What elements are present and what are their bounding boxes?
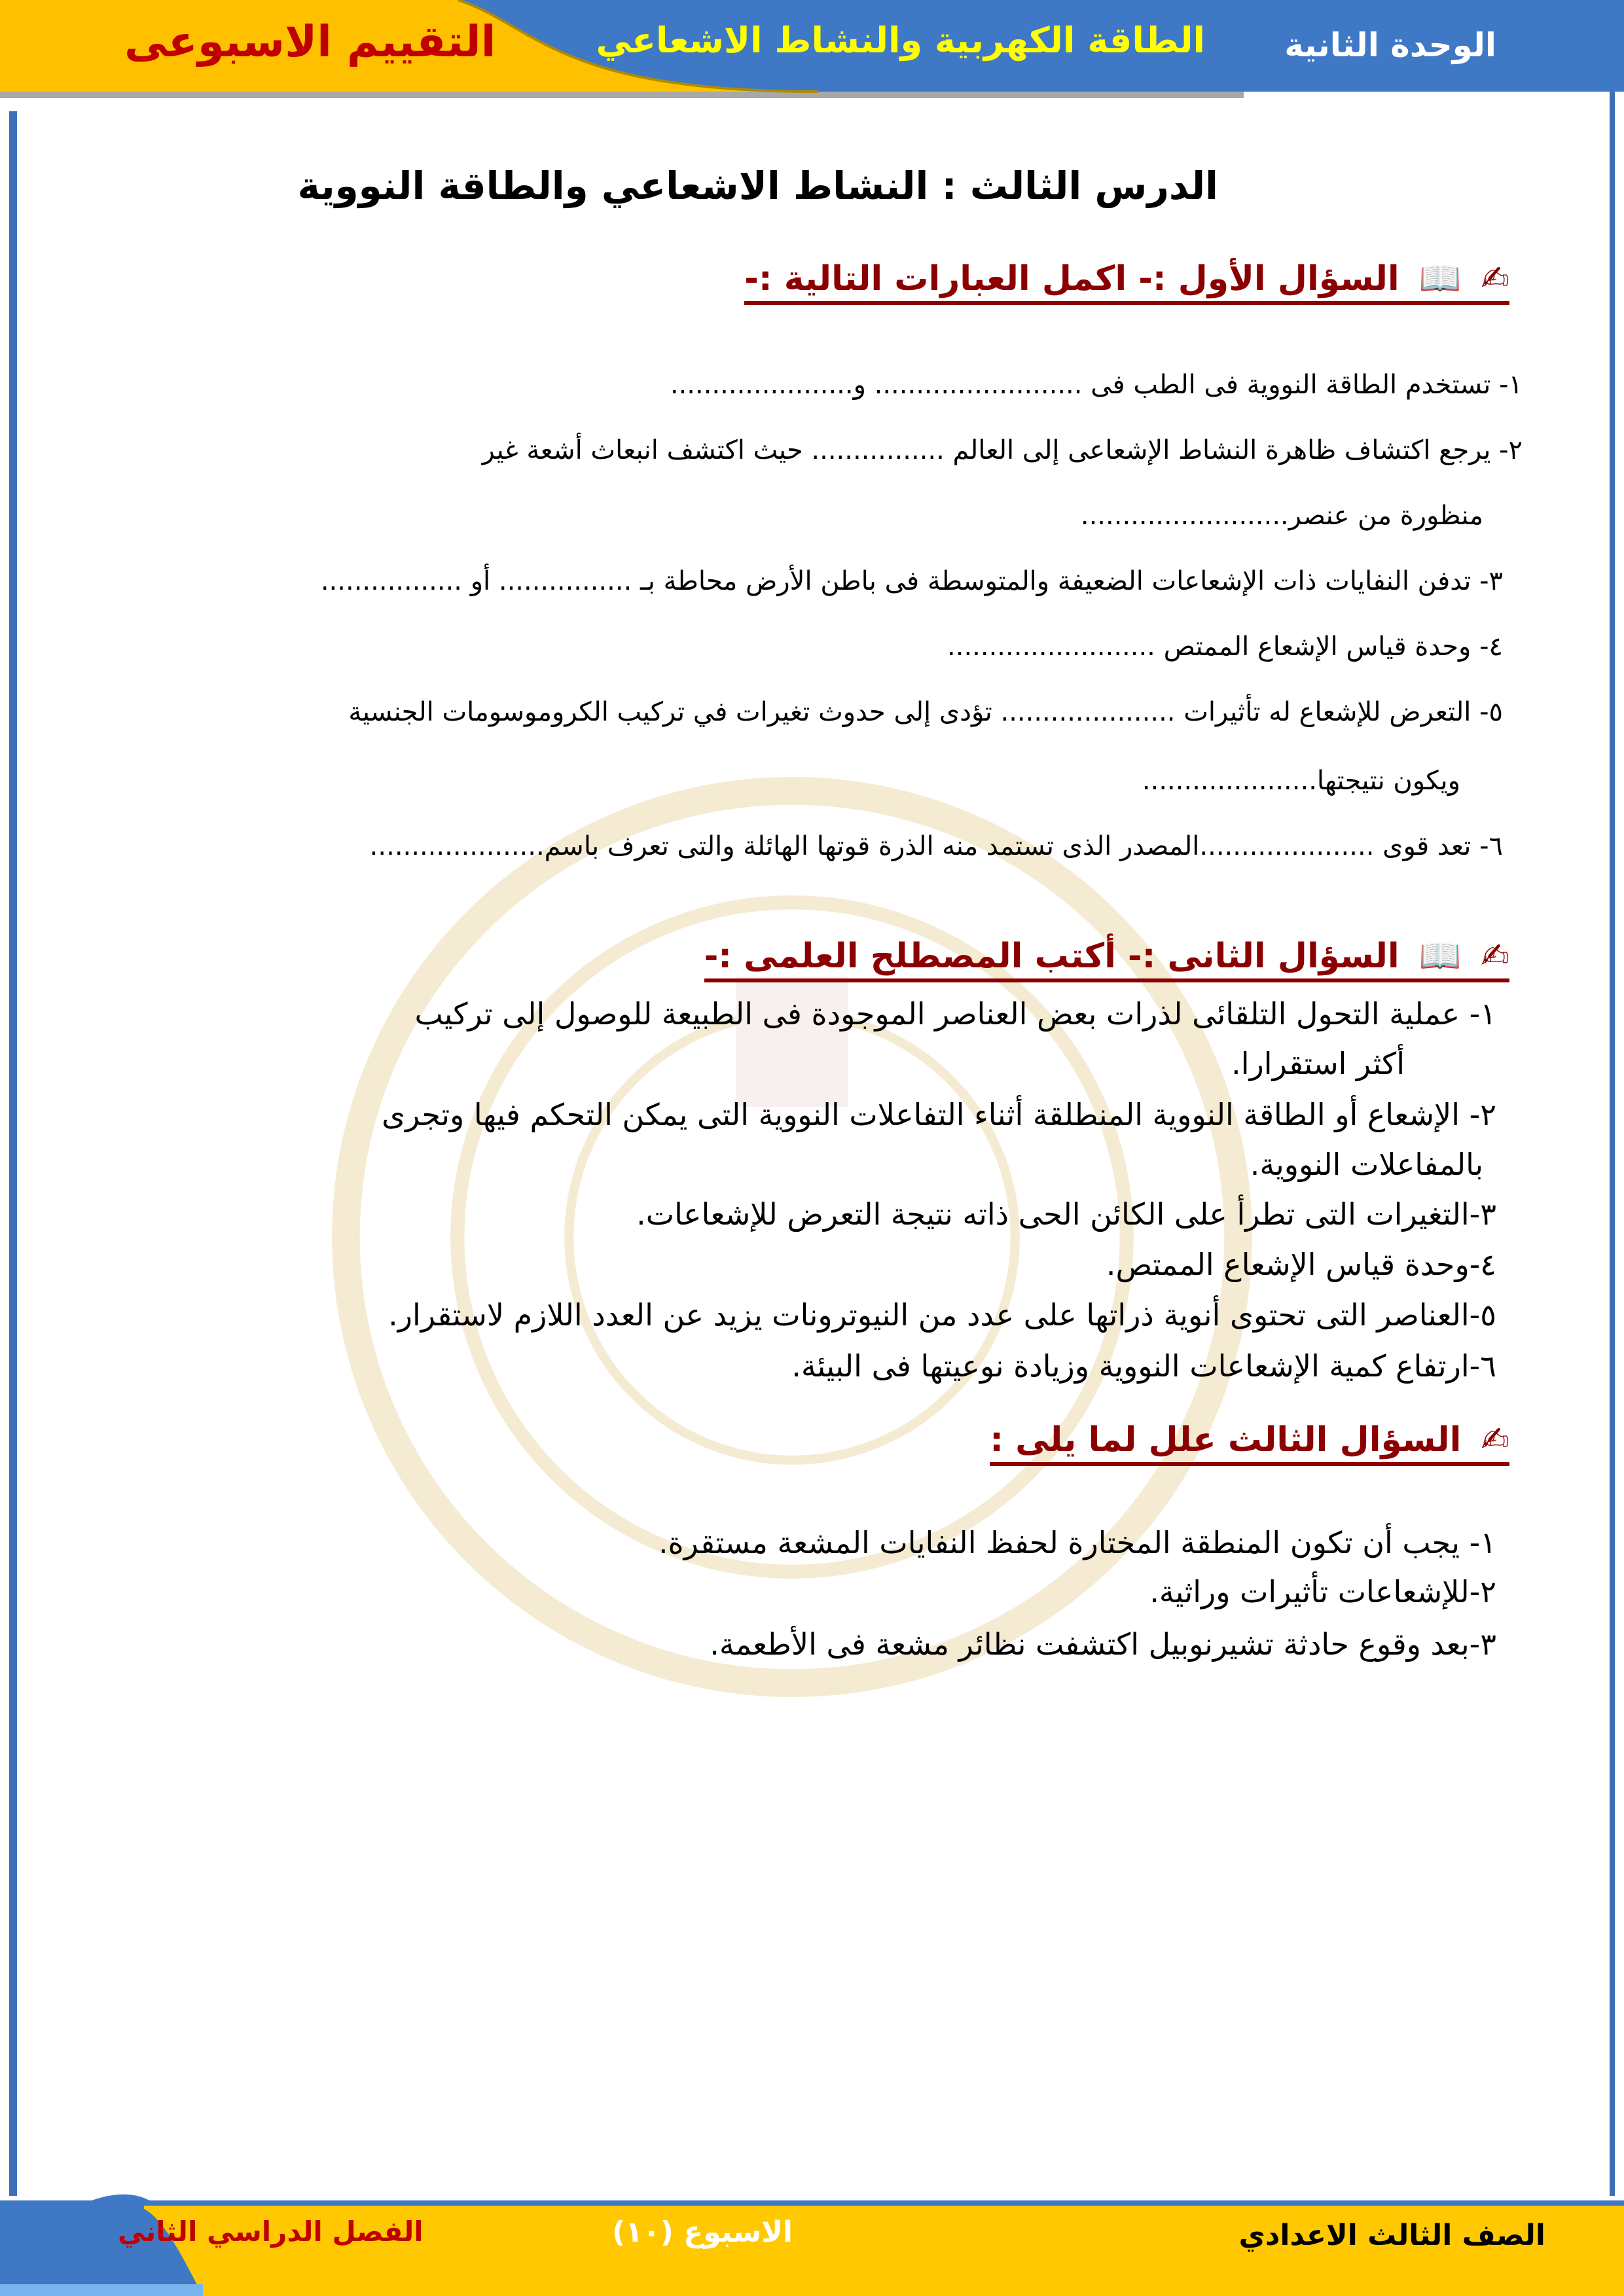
term-label: الفصل الدراسي الثاني xyxy=(118,2215,424,2248)
question2-item: أكثر استقرارا. xyxy=(1231,1046,1405,1081)
pencil-icon: ✍ xyxy=(1481,1420,1509,1460)
question1-item: ويكون نتيجتها..................... xyxy=(1142,766,1460,796)
book-icon: 📖 xyxy=(1418,259,1462,298)
question3-heading-text: السؤال الثالث علل لما يلى : xyxy=(990,1420,1462,1460)
pencil-icon: ✍ xyxy=(1481,936,1509,976)
question1-item: ٢- يرجع اكتشاف ظاهرة النشاط الإشعاعى إلى العالم ................ حيث اكتشف انبعاث أشعة غير xyxy=(482,435,1523,465)
book-icon: 📖 xyxy=(1418,937,1462,976)
question3-heading xyxy=(990,1420,1509,1466)
week-label: الاسبوع (١٠) xyxy=(612,2215,793,2249)
question2-item: ٦-ارتفاع كمية الإشعاعات النووية وزيادة نوعيتها فى البيئة. xyxy=(791,1348,1496,1384)
question1-item: ٥- التعرض للإشعاع له تأثيرات ..................... تؤدى إلى حدوث تغيرات في تركيب الكروموسومات الجنسية xyxy=(348,697,1503,727)
question1-item: ٣- تدفن النفايات ذات الإشعاعات الضعيفة والمتوسطة فى باطن الأرض محاطة بـ ................ أو ................. xyxy=(320,566,1503,596)
question3-item: ١- يجب أن تكون المنطقة المختارة لحفظ النفايات المشعة مستقرة. xyxy=(658,1525,1496,1560)
question2-item: ٤-وحدة قياس الإشعاع الممتص. xyxy=(1106,1247,1496,1282)
page-header xyxy=(0,0,1624,98)
ministry-seal-watermark xyxy=(327,772,1257,1702)
question1-heading xyxy=(744,259,1509,305)
pencil-icon: ✍ xyxy=(1481,259,1509,298)
question1-item: ٤- وحدة قياس الإشعاع الممتص ......................... xyxy=(947,632,1503,662)
unit-label: الوحدة الثانية xyxy=(1284,26,1496,64)
question2-item: ٣-التغيرات التى تطرأ على الكائن الحى ذاته نتيجة التعرض للإشعاعات. xyxy=(636,1196,1496,1232)
question2-item: ٢- الإشعاع أو الطاقة النووية المنطلقة أثناء التفاعلات النووية التى يمكن التحكم فيها وتجرى xyxy=(382,1097,1496,1132)
page-footer xyxy=(0,2193,1624,2296)
question2-item: بالمفاعلات النووية. xyxy=(1250,1147,1483,1182)
question1-item: منظورة من عنصر......................... xyxy=(1080,501,1483,531)
page-frame-left xyxy=(9,111,17,2196)
question2-heading xyxy=(704,936,1509,982)
unit-title: الطاقة الكهربية والنشاط الاشعاعي xyxy=(596,20,1205,61)
question1-item: ٦- تعد قوى .....................المصدر الذى تستمد منه الذرة قوتها الهائلة والتى تعرف باسم..................... xyxy=(369,831,1503,861)
question1-heading-text: السؤال الأول :- اكمل العبارات التالية :- xyxy=(744,259,1399,298)
question3-item: ٢-للإشعاعات تأثيرات وراثية. xyxy=(1149,1574,1496,1609)
question2-heading-text: السؤال الثانى :- أكتب المصطلح العلمى :- xyxy=(704,936,1399,976)
question3-item: ٣-بعد وقوع حادثة تشيرنوبيل اكتشفت نظائر مشعة فى الأطعمة. xyxy=(710,1626,1496,1662)
lesson-title: الدرس الثالث : النشاط الاشعاعي والطاقة النووية xyxy=(297,164,1218,208)
question1-item: ١- تستخدم الطاقة النووية فى الطب فى ......................... و...................... xyxy=(670,370,1523,400)
question2-item: ٥-العناصر التى تحتوى أنوية ذراتها على عدد من النيوترونات يزيد عن العدد اللازم لاستقرار. xyxy=(388,1297,1496,1333)
page-frame-right xyxy=(1610,92,1615,2196)
question2-item: ١- عملية التحول التلقائى لذرات بعض العناصر الموجودة فى الطبيعة للوصول إلى تركيب xyxy=(414,996,1496,1031)
assessment-title: التقييم الاسبوعى xyxy=(124,16,496,67)
grade-label: الصف الثالث الاعدادي xyxy=(1238,2219,1545,2252)
